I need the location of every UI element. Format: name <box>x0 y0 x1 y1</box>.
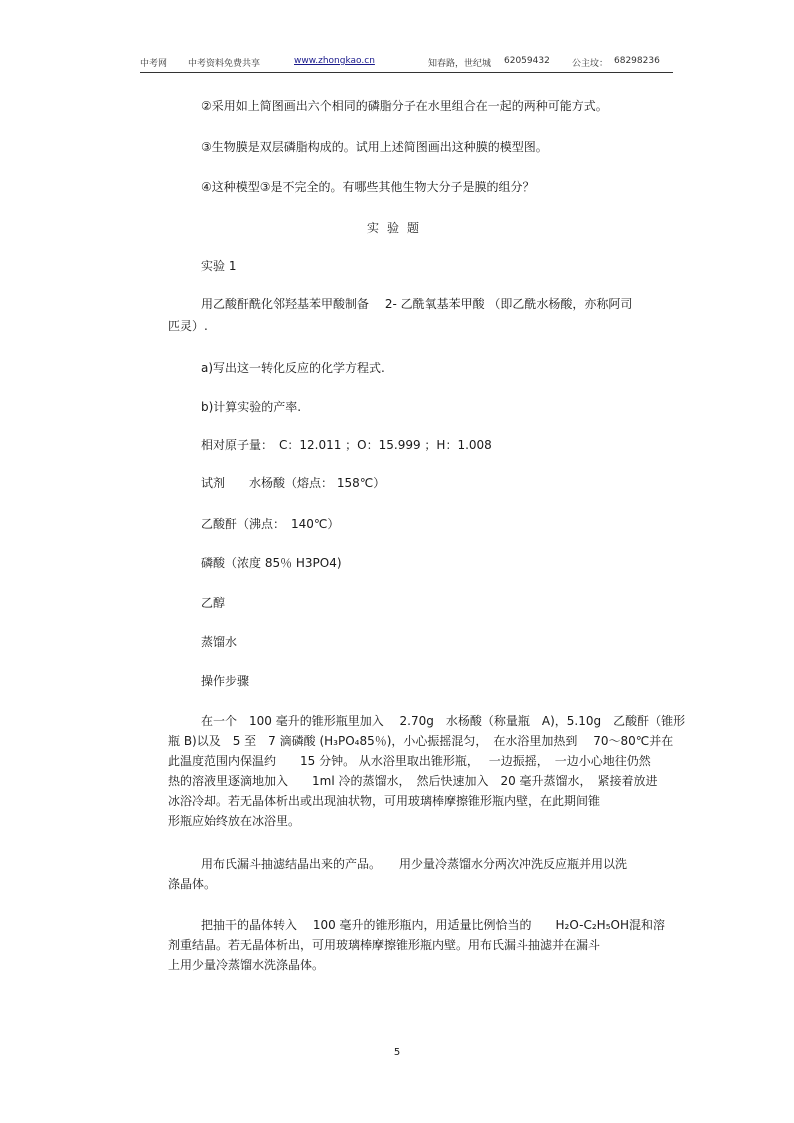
step-1-line-2: 瓶 B)以及 5 至 7 滴磷酸 (H₃PO₄85％)，小心振摇混匀， 在水浴里加热到 70～80℃并在 <box>168 734 674 748</box>
step-3-line-3: 上用少量冷蒸馏水洗涤晶体。 <box>168 958 325 972</box>
step-1-line-6: 形瓶应始终放在冰浴里。 <box>168 814 301 828</box>
step-1-line-1: 在一个 100 毫升的锥形瓶里加入 2.70g 水杨酸（称量瓶 A)，5.10g 乙酸酐（锥形 <box>201 714 686 728</box>
task-b: b)计算实验的产率. <box>201 400 302 414</box>
header-phone-2: 68298236 <box>614 56 660 66</box>
page-number: 5 <box>393 1047 401 1058</box>
step-1-line-5: 冰浴冷却。若无晶体析出或出现油状物，可用玻璃棒摩擦锥形瓶内壁，在此期间锥 <box>168 794 601 808</box>
step-2-line-1: 用布氏漏斗抽滤结晶出来的产品。 用少量冷蒸馏水分两次冲洗反应瓶并用以洗 <box>201 857 628 871</box>
question-3: ③生物膜是双层磷脂构成的。试用上述简图画出这种膜的模型图。 <box>201 140 548 154</box>
experiment-intro-line-2: 匹灵）. <box>168 319 208 333</box>
reagent-acetic-anhydride: 乙酸酐（沸点： 140℃） <box>201 517 340 531</box>
task-a: a)写出这一转化反应的化学方程式. <box>201 361 385 375</box>
procedure-title: 操作步骤 <box>201 674 250 688</box>
question-2: ②采用如上简图画出六个相同的磷脂分子在水里组合在一起的两种可能方式。 <box>201 99 608 113</box>
step-2-line-2: 涤晶体。 <box>168 877 217 891</box>
header-phone-1: 62059432 <box>504 56 550 66</box>
experiment-title: 实验 1 <box>201 259 237 273</box>
question-4: ④这种模型③是不完全的。有哪些其他生物大分子是膜的组分？ <box>201 180 535 194</box>
reagent-phosphoric-acid: 磷酸（浓度 85％ H3PO4) <box>201 556 342 570</box>
reagent-distilled-water: 蒸馏水 <box>201 635 238 649</box>
reagent-ethanol: 乙醇 <box>201 596 226 610</box>
page-header <box>0 56 794 72</box>
header-divider <box>140 72 673 73</box>
experiment-intro-line-1: 用乙酸酐酰化邻羟基苯甲酸制备 2- 乙酰氧基苯甲酸 （即乙酰水杨酸，亦称阿司 <box>201 297 633 311</box>
reagent-salicylic-acid: 试剂 水杨酸（熔点： 158℃） <box>201 476 386 490</box>
header-url-link[interactable]: www.zhongkao.cn <box>294 56 375 66</box>
section-title: 实验题 <box>366 221 427 235</box>
atomic-mass: 相对原子量： C：12.011 ；O：15.999 ；H：1.008 <box>201 438 492 452</box>
step-3-line-1: 把抽干的晶体转入 100 毫升的锥形瓶内，用适量比例恰当的 H₂O-C₂H₅OH混和溶 <box>201 918 665 932</box>
step-1-line-4: 热的溶液里逐滴地加入 1ml 冷的蒸馏水， 然后快速加入 20 毫升蒸馏水， 紧接着放进 <box>168 774 658 788</box>
step-3-line-2: 剂重结晶。若无晶体析出，可用玻璃棒摩擦锥形瓶内壁。用布氏漏斗抽滤并在漏斗 <box>168 938 601 952</box>
header-address: 知春路，世纪城 <box>428 59 492 69</box>
step-1-line-3: 此温度范围内保温约 15 分钟。 从水浴里取出锥形瓶， 一边振摇， 一边小心地往仍然 <box>168 754 651 768</box>
header-slogan: 中考资料免费共享 <box>188 59 261 69</box>
header-site-name: 中考网 <box>140 59 168 69</box>
header-label-2: 公主坟： <box>572 59 609 69</box>
